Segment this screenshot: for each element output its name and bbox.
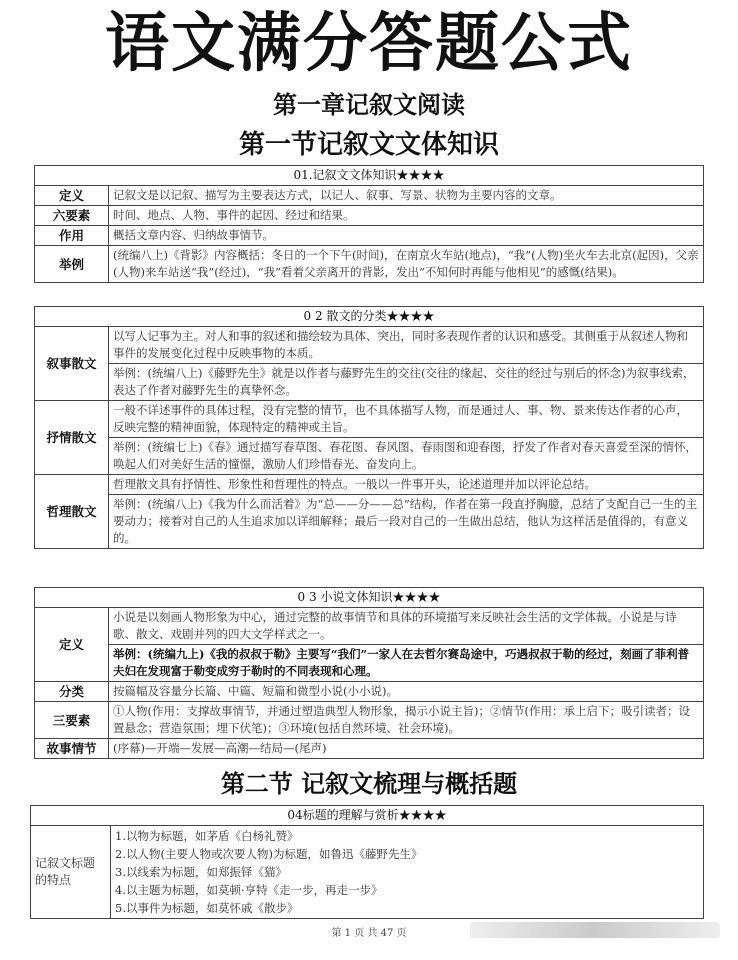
- row-example-novel-definition: 举例：(统编九上)《我的叔叔于勒》主要写“我们”一家人在去哲尔赛岛途中，巧遇叔叔于勒的经过，刻画了菲利普夫妇在发现富于勒变成穷于勒时的不同表现和心理。: [109, 645, 704, 682]
- row-example-lyric-prose: 举例：(统编七上)《春》通过描写春草图、春花图、春风图、春雨图和迎春图，抒发了作者对春天喜爱至深的情怀，唤起人们对美好生活的憧憬，激励人们珍惜春光、奋发向上。: [109, 438, 704, 475]
- row-label-example: 举例: [35, 246, 109, 283]
- chapter-title: 第一章记叙文阅读: [273, 91, 465, 119]
- row-text-plot: (序幕)—开端—发展—高潮—结局—(尾声): [109, 739, 704, 759]
- table-narrative-knowledge: [34, 165, 704, 283]
- row-label-category: 分类: [35, 682, 109, 702]
- table-header: 0 3 小说文体知识★★★★: [35, 588, 704, 608]
- row-example-philosophical-prose: 举例：(统编八上)《我为什么而活着》为“总——分——总”结构，作者在第一段直抒胸臆，总结了支配自己一生的主要动力；接着对自己的人生追求加以详细解释；最后一段对自己的一生做出总结，他认为这样活是值得的，有意义的。: [109, 495, 704, 549]
- row-label-definition: 定义: [35, 186, 109, 206]
- row-example-narrative-prose: 举例：(统编八上)《藤野先生》就是以作者与藤野先生的交往(交往的缘起、交往的经过与别后的怀念)为叙事线索，表达了作者对藤野先生的真挚怀念。: [109, 364, 704, 401]
- list-item: 3.以线索为标题，如郑振铎《猫》: [115, 865, 287, 879]
- row-label-title-features: 记叙文标题的特点: [31, 826, 111, 919]
- row-text-narrative-prose: 以写人记事为主。对人和事的叙述和描绘较为具体、突出，同时多表现作者的认识和感受。其侧重于从叙述人物和事件的发展变化过程中反映事物的本质。: [109, 327, 704, 364]
- page-footer: 第 1 页 共 47 页: [331, 928, 407, 939]
- row-text-function: 概括文章内容、归纳故事情节。: [109, 226, 704, 246]
- row-text-six-elements: 时间、地点、人物、事件的起因、经过和结果。: [109, 206, 704, 226]
- title-features-list: [111, 826, 704, 919]
- row-text-category: 按篇幅及容量分长篇、中篇、短篇和微型小说(小小说)。: [109, 682, 704, 702]
- table-title-analysis: [30, 805, 704, 919]
- row-text-novel-definition: 小说是以刻画人物形象为中心，通过完整的故事情节和具体的环境描写来反映社会生活的文学体裁。小说是与诗歌、散文、戏剧并列的四大文学样式之一。: [109, 608, 704, 645]
- row-text-philosophical-prose: 哲理散文具有抒情性、形象性和哲理性的特点。一般以一件事开头，论述道理并加以评论总结。: [109, 475, 704, 495]
- row-text-example: (统编八上)《背影》内容概括：冬日的一个下午(时间)，在南京火车站(地点)，“我”(人物)坐火车去北京(起因)，父亲(人物)来车站送“我”(经过)，“我”看着父亲离开的背影，发出“不知何时再能与他相见”的感慨(结果)。: [109, 246, 704, 283]
- row-label-philosophical-prose: 哲理散文: [35, 475, 109, 549]
- row-text-lyric-prose: 一般不详述事件的具体过程，没有完整的情节，也不具体描写人物，而是通过人、事、物、景来传达作者的心声，反映完整的精神面貌，体现特定的精神或主旨。: [109, 401, 704, 438]
- row-label-lyric-prose: 抒情散文: [35, 401, 109, 475]
- table-novel-knowledge: [34, 587, 704, 759]
- table-header: 04标题的理解与赏析★★★★: [31, 806, 704, 826]
- watermark: [470, 922, 720, 938]
- row-label-six-elements: 六要素: [35, 206, 109, 226]
- table-prose-types: [34, 306, 704, 549]
- row-label-plot: 故事情节: [35, 739, 109, 759]
- row-label-three-elements: 三要素: [35, 702, 109, 739]
- row-label-function: 作用: [35, 226, 109, 246]
- page-title: 语文满分答题公式: [105, 7, 633, 81]
- list-item: 5.以事件为标题，如莫怀戚《散步》: [115, 901, 299, 915]
- section-title-2: 第二节 记叙文梳理与概括题: [220, 770, 518, 798]
- section-title-1: 第一节记叙文文体知识: [238, 130, 499, 160]
- row-label-narrative-prose: 叙事散文: [35, 327, 109, 401]
- table-header: 01.记叙文文体知识★★★★: [35, 166, 704, 186]
- list-item: 2.以人物(主要人物或次要人物)为标题，如鲁迅《藤野先生》: [115, 847, 423, 861]
- table-header: 0 2 散文的分类★★★★: [35, 307, 704, 327]
- list-item: 4.以主题为标题，如莫顿·亨特《走一步，再走一步》: [115, 883, 383, 897]
- list-item: 1.以物为标题，如茅盾《白杨礼赞》: [115, 829, 299, 843]
- row-text-three-elements: ①人物(作用：支撑故事情节，并通过塑造典型人物形象，揭示小说主旨)；②情节(作用：承上启下；吸引读者；设置悬念；营造氛围；埋下伏笔)；③环境(包括自然环境、社会环境)。: [109, 702, 704, 739]
- row-text-definition: 记叙文是以记叙、描写为主要表达方式，以记人、叙事、写景、状物为主要内容的文章。: [109, 186, 704, 206]
- row-label-novel-definition: 定义: [35, 608, 109, 682]
